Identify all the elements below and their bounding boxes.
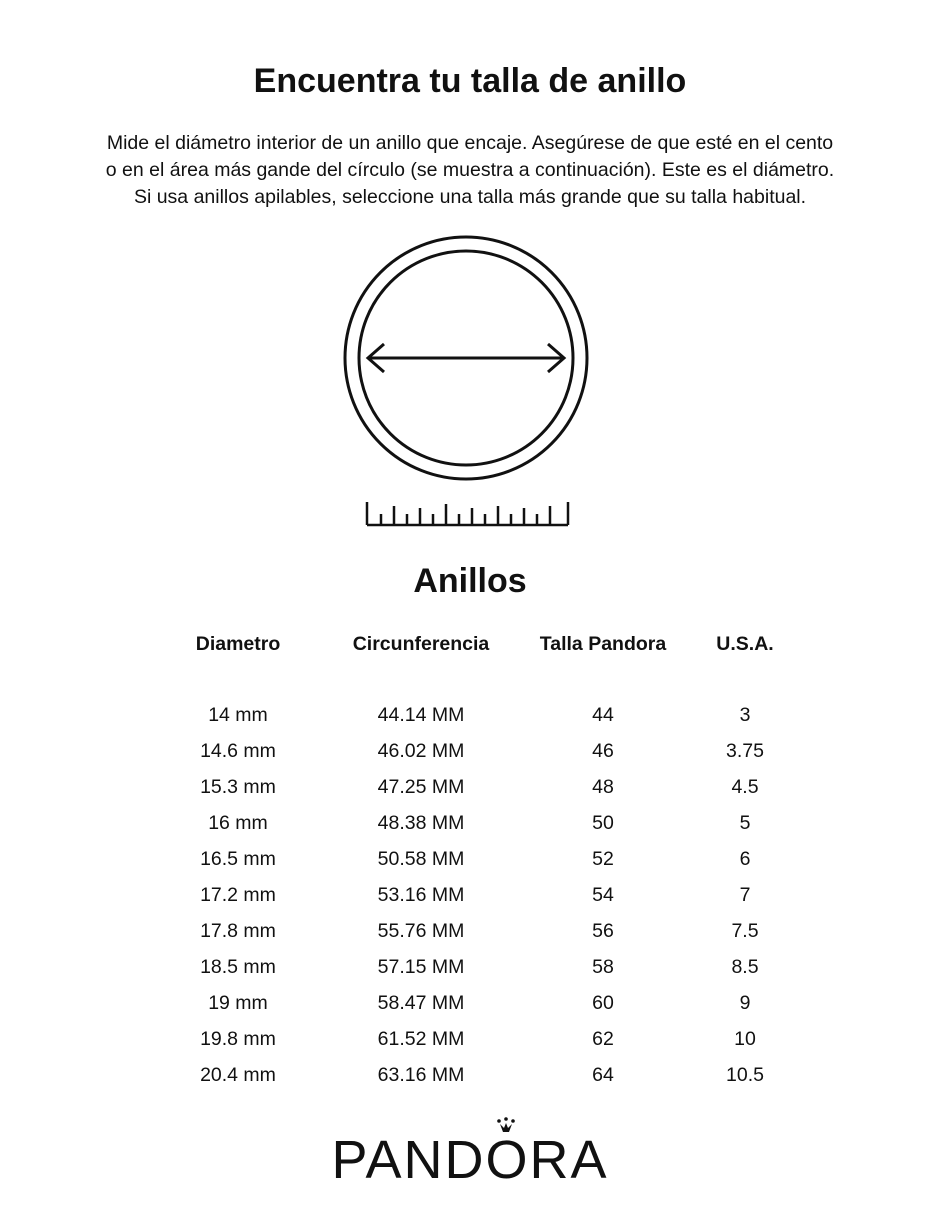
cell-diameter: 14.6 mm [200, 739, 276, 762]
cell-diameter: 19 mm [208, 991, 268, 1014]
cell-pandora-size: 46 [592, 739, 614, 762]
pandora-logo [320, 1112, 620, 1184]
cell-circumference: 47.25 MM [377, 775, 465, 798]
table-row [150, 877, 800, 913]
instructions-line: Mide el diámetro interior de un anillo que encaje. Asegúrese de que esté en el cento [106, 132, 834, 154]
cell-usa-size: 7.5 [731, 919, 759, 942]
table-body [150, 663, 800, 1093]
cell-circumference: 50.58 MM [377, 847, 465, 870]
cell-usa-size: 3.75 [726, 739, 764, 762]
table-row [150, 697, 800, 733]
instructions-line: o en el área más gande del círculo (se muestra a continuación). Este es el diámetro. [105, 159, 835, 181]
instructions-line: Si usa anillos apilables, seleccione una talla más grande que su talla habitual. [133, 186, 807, 208]
cell-circumference: 57.15 MM [377, 955, 465, 978]
cell-pandora-size: 44 [592, 703, 614, 726]
cell-pandora-size: 62 [592, 1027, 614, 1050]
cell-pandora-size: 58 [592, 955, 614, 978]
cell-diameter: 15.3 mm [200, 775, 276, 798]
cell-usa-size: 7 [739, 883, 751, 906]
cell-pandora-size: 56 [592, 919, 614, 942]
header-usa-size: U.S.A. [716, 632, 774, 655]
table-row [150, 1057, 800, 1093]
section-title: Anillos [413, 562, 527, 600]
table-spacer [150, 663, 800, 697]
instructions [30, 130, 910, 211]
cell-circumference: 53.16 MM [377, 883, 465, 906]
table-row [150, 841, 800, 877]
brand-wordmark: PANDORA [331, 1130, 609, 1184]
cell-usa-size: 3 [739, 703, 751, 726]
header-circumference: Circunferencia [352, 632, 490, 655]
ruler-icon [367, 502, 568, 525]
cell-diameter: 17.2 mm [200, 883, 276, 906]
table-row [150, 1021, 800, 1057]
cell-usa-size: 4.5 [731, 775, 759, 798]
cell-diameter: 17.8 mm [200, 919, 276, 942]
table-row [150, 985, 800, 1021]
cell-circumference: 55.76 MM [377, 919, 465, 942]
cell-diameter: 16.5 mm [200, 847, 276, 870]
cell-usa-size: 10 [734, 1027, 756, 1050]
ring-diameter-icon [345, 237, 587, 479]
cell-diameter: 16 mm [208, 811, 268, 834]
cell-diameter: 18.5 mm [200, 955, 276, 978]
cell-pandora-size: 48 [592, 775, 614, 798]
cell-circumference: 61.52 MM [377, 1027, 465, 1050]
cell-diameter: 14 mm [208, 703, 268, 726]
cell-circumference: 46.02 MM [377, 739, 465, 762]
table-header-row [150, 625, 800, 663]
cell-circumference: 48.38 MM [377, 811, 465, 834]
cell-pandora-size: 50 [592, 811, 614, 834]
cell-pandora-size: 52 [592, 847, 614, 870]
cell-pandora-size: 60 [592, 991, 614, 1014]
cell-usa-size: 10.5 [726, 1063, 764, 1086]
table-row [150, 913, 800, 949]
page-title: Encuentra tu talla de anillo [253, 62, 687, 100]
cell-circumference: 44.14 MM [377, 703, 465, 726]
table-row [150, 733, 800, 769]
table-row [150, 769, 800, 805]
table-row [150, 805, 800, 841]
cell-diameter: 20.4 mm [200, 1063, 276, 1086]
cell-circumference: 63.16 MM [377, 1063, 465, 1086]
cell-usa-size: 9 [739, 991, 751, 1014]
cell-usa-size: 5 [739, 811, 751, 834]
cell-pandora-size: 64 [592, 1063, 614, 1086]
cell-circumference: 58.47 MM [377, 991, 465, 1014]
cell-pandora-size: 54 [592, 883, 614, 906]
header-diameter: Diametro [195, 632, 281, 655]
cell-diameter: 19.8 mm [200, 1027, 276, 1050]
table-row [150, 949, 800, 985]
ring-diameter-diagram [340, 232, 600, 532]
header-pandora-size: Talla Pandora [539, 632, 667, 655]
cell-usa-size: 8.5 [731, 955, 759, 978]
ring-size-table [150, 625, 800, 1093]
cell-usa-size: 6 [739, 847, 751, 870]
